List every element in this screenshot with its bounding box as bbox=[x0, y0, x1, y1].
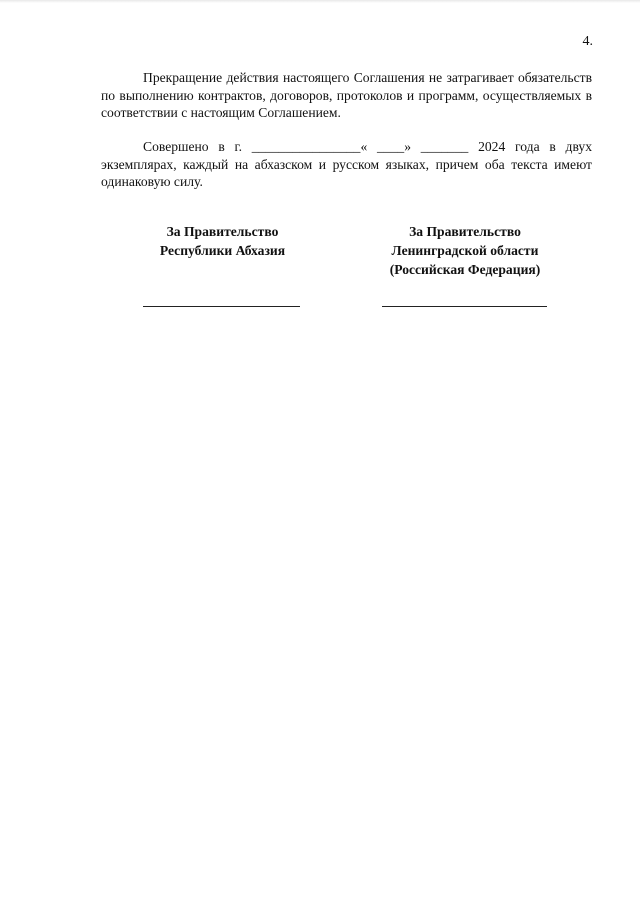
signatory-leningrad bbox=[355, 222, 575, 279]
termination-paragraph: Прекращение действия настоящего Соглашения не затрагивает обязательств по выполнению контрактов, договоров, протоколов и программ, осуществляемых в соответствии с настоящим Соглашением. bbox=[101, 70, 592, 120]
signature-line-leningrad bbox=[382, 306, 547, 307]
page-number: 4. bbox=[582, 34, 593, 49]
signatory-leningrad-line-1: За Правительство bbox=[409, 224, 521, 239]
signature-line-abkhazia bbox=[143, 306, 300, 307]
signatory-leningrad-line-3: (Российская Федерация) bbox=[389, 262, 541, 277]
signatory-abkhazia-line-1: За Правительство bbox=[166, 224, 279, 239]
signatory-abkhazia bbox=[120, 222, 325, 260]
signatory-leningrad-line-2: Ленинградской области bbox=[391, 243, 539, 258]
scan-top-edge bbox=[0, 0, 640, 3]
signatory-abkhazia-line-2: Республики Абхазия bbox=[159, 243, 286, 258]
execution-paragraph: Совершено в г. ________________« ____» _______ 2024 года в двух экземплярах, каждый на абхазском и русском языках, причем оба текста имеют одинаковую силу. bbox=[101, 139, 592, 189]
